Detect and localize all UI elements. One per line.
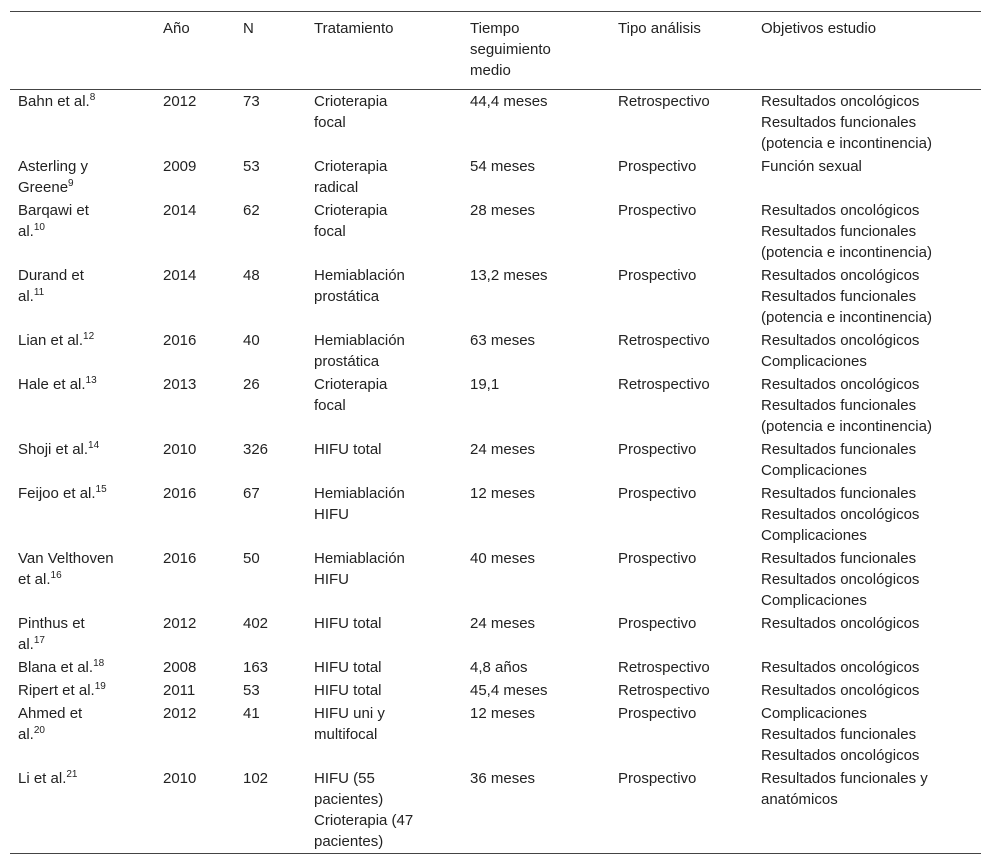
reference-number: 9 xyxy=(68,178,74,189)
author-line xyxy=(18,374,147,395)
cell-objectives xyxy=(753,547,981,612)
author-line xyxy=(18,177,147,198)
author-text: Durand et xyxy=(18,267,84,284)
author-line xyxy=(18,439,147,460)
cell-treatment xyxy=(306,612,462,656)
reference-number: 19 xyxy=(94,681,106,692)
reference-number: 8 xyxy=(89,92,96,103)
cell-treatment xyxy=(306,264,462,329)
cell-objectives xyxy=(753,90,981,156)
header-treatment: Tratamiento xyxy=(314,20,394,37)
cell-treatment xyxy=(306,679,462,702)
author-text: Blana et al. xyxy=(18,659,94,676)
treatment-line: Hemiablación xyxy=(314,267,405,284)
cell-n: 48 xyxy=(243,267,260,284)
cell-n: 73 xyxy=(243,93,260,110)
cell-objectives xyxy=(753,482,981,547)
author-text: Barqawi et xyxy=(18,202,89,219)
cell-follow-up-time: 24 meses xyxy=(470,441,536,458)
author-text: Ripert et al. xyxy=(18,682,95,699)
cell-follow-up-time: 13,2 meses xyxy=(470,267,548,284)
treatment-line: prostática xyxy=(314,288,380,305)
objective-line: Resultados funcionales xyxy=(761,288,917,305)
cell-objectives xyxy=(753,702,981,767)
objective-line: Resultados oncológicos xyxy=(761,202,920,219)
cell-n: 40 xyxy=(243,332,260,349)
treatment-line: HIFU xyxy=(314,506,349,523)
cell-follow-up-time: 63 meses xyxy=(470,332,536,349)
author-line xyxy=(18,91,147,112)
header-author xyxy=(10,12,155,90)
cell-analysis-type: Prospectivo xyxy=(618,441,697,458)
cell-author xyxy=(10,373,155,438)
author-line xyxy=(18,680,147,701)
reference-number: 21 xyxy=(66,769,78,780)
cell-n: 53 xyxy=(243,682,260,699)
treatment-line: Crioterapia xyxy=(314,202,388,219)
cell-n: 326 xyxy=(243,441,269,458)
objective-line: Resultados oncológicos xyxy=(761,267,920,284)
cell-follow-up-time: 12 meses xyxy=(470,485,536,502)
objective-line: (potencia e incontinencia) xyxy=(761,418,932,435)
objective-line: Resultados oncológicos xyxy=(761,659,920,676)
author-line xyxy=(18,483,147,504)
cell-follow-up-time: 45,4 meses xyxy=(470,682,548,699)
cell-n: 102 xyxy=(243,770,269,787)
author-line xyxy=(18,634,147,655)
reference-number: 12 xyxy=(83,331,95,342)
objective-line: Resultados funcionales xyxy=(761,726,917,743)
treatment-line: HIFU total xyxy=(314,615,382,632)
cell-treatment xyxy=(306,482,462,547)
treatment-line: pacientes) xyxy=(314,833,384,850)
objective-line: Resultados oncológicos xyxy=(761,93,920,110)
cell-analysis-type: Retrospectivo xyxy=(618,682,710,699)
author-line xyxy=(18,657,147,678)
header-analysis-type: Tipo análisis xyxy=(618,20,701,37)
cell-author xyxy=(10,656,155,679)
cell-author xyxy=(10,199,155,264)
header-line: Tiempo xyxy=(470,20,520,37)
author-text: Hale et al. xyxy=(18,376,86,393)
cell-analysis-type: Prospectivo xyxy=(618,705,697,722)
header-year: Año xyxy=(163,20,190,37)
objective-line: Resultados oncológicos xyxy=(761,506,920,523)
table-row xyxy=(10,90,981,156)
cell-author xyxy=(10,438,155,482)
reference-number: 13 xyxy=(85,375,97,386)
author-line xyxy=(18,286,147,307)
reference-number: 18 xyxy=(93,658,105,669)
treatment-line: HIFU total xyxy=(314,659,382,676)
cell-year: 2012 xyxy=(163,93,197,110)
author-text: Li et al. xyxy=(18,770,67,787)
cell-follow-up-time: 40 meses xyxy=(470,550,536,567)
cell-treatment xyxy=(306,155,462,199)
cell-year: 2013 xyxy=(163,376,197,393)
author-text: al. xyxy=(18,636,34,653)
cell-year: 2014 xyxy=(163,202,197,219)
table-row xyxy=(10,264,981,329)
treatment-line: multifocal xyxy=(314,726,378,743)
cell-follow-up-time: 4,8 años xyxy=(470,659,528,676)
treatment-line: prostática xyxy=(314,353,380,370)
cell-n: 163 xyxy=(243,659,269,676)
cell-author xyxy=(10,482,155,547)
objective-line: Resultados funcionales xyxy=(761,441,917,458)
objective-line: anatómicos xyxy=(761,791,838,808)
table-row xyxy=(10,767,981,854)
author-text: Shoji et al. xyxy=(18,441,89,458)
author-text: Feijoo et al. xyxy=(18,485,96,502)
cell-analysis-type: Retrospectivo xyxy=(618,332,710,349)
studies-table xyxy=(10,11,981,854)
objective-line: Resultados funcionales xyxy=(761,550,917,567)
author-text: al. xyxy=(18,223,34,240)
author-text: Greene xyxy=(18,179,69,196)
author-text: Ahmed et xyxy=(18,705,83,722)
objective-line: Resultados oncológicos xyxy=(761,332,920,349)
cell-analysis-type: Retrospectivo xyxy=(618,376,710,393)
cell-author xyxy=(10,702,155,767)
objective-line: Resultados oncológicos xyxy=(761,615,920,632)
cell-year: 2016 xyxy=(163,550,197,567)
treatment-line: Hemiablación xyxy=(314,485,405,502)
author-text: al. xyxy=(18,726,34,743)
cell-treatment xyxy=(306,438,462,482)
objective-line: Resultados oncológicos xyxy=(761,376,920,393)
reference-number: 14 xyxy=(88,440,100,451)
cell-analysis-type: Prospectivo xyxy=(618,485,697,502)
cell-treatment xyxy=(306,329,462,373)
cell-objectives xyxy=(753,264,981,329)
header-row xyxy=(10,12,981,90)
author-line xyxy=(18,569,147,590)
cell-n: 62 xyxy=(243,202,260,219)
cell-objectives xyxy=(753,199,981,264)
objective-line: (potencia e incontinencia) xyxy=(761,135,932,152)
objective-line: Complicaciones xyxy=(761,705,867,722)
treatment-line: focal xyxy=(314,397,346,414)
cell-author xyxy=(10,155,155,199)
cell-analysis-type: Prospectivo xyxy=(618,267,697,284)
cell-n: 53 xyxy=(243,158,260,175)
table-row xyxy=(10,199,981,264)
author-text: Bahn et al. xyxy=(18,93,90,110)
table-row xyxy=(10,155,981,199)
table-row xyxy=(10,612,981,656)
cell-objectives xyxy=(753,329,981,373)
author-text: et al. xyxy=(18,571,51,588)
table-row xyxy=(10,438,981,482)
cell-author xyxy=(10,264,155,329)
author-text: Pinthus et xyxy=(18,615,85,632)
objective-line: Resultados funcionales xyxy=(761,397,917,414)
author-line xyxy=(18,724,147,745)
cell-author xyxy=(10,679,155,702)
treatment-line: Crioterapia xyxy=(314,93,388,110)
cell-year: 2010 xyxy=(163,441,197,458)
cell-analysis-type: Retrospectivo xyxy=(618,93,710,110)
cell-author xyxy=(10,90,155,156)
cell-author xyxy=(10,612,155,656)
author-text: Lian et al. xyxy=(18,332,84,349)
header-n: N xyxy=(243,20,254,37)
treatment-line: HIFU uni y xyxy=(314,705,385,722)
cell-n: 41 xyxy=(243,705,260,722)
table-row xyxy=(10,702,981,767)
cell-treatment xyxy=(306,702,462,767)
cell-year: 2009 xyxy=(163,158,197,175)
author-text: al. xyxy=(18,288,34,305)
cell-follow-up-time: 24 meses xyxy=(470,615,536,632)
treatment-line: focal xyxy=(314,223,346,240)
cell-objectives xyxy=(753,656,981,679)
author-line xyxy=(18,221,147,242)
cell-n: 26 xyxy=(243,376,260,393)
objective-line: (potencia e incontinencia) xyxy=(761,244,932,261)
header-line: medio xyxy=(470,62,511,79)
cell-analysis-type: Prospectivo xyxy=(618,770,697,787)
header-line: seguimiento xyxy=(470,41,551,58)
cell-objectives xyxy=(753,679,981,702)
table-row xyxy=(10,656,981,679)
table-row xyxy=(10,482,981,547)
treatment-line: focal xyxy=(314,114,346,131)
treatment-line: Crioterapia (47 xyxy=(314,812,414,829)
table-row xyxy=(10,373,981,438)
author-text: Van Velthoven xyxy=(18,550,114,567)
treatment-line: Crioterapia xyxy=(314,158,388,175)
header-objectives: Objetivos estudio xyxy=(761,20,877,37)
cell-n: 402 xyxy=(243,615,269,632)
treatment-line: HIFU xyxy=(314,571,349,588)
cell-follow-up-time: 54 meses xyxy=(470,158,536,175)
cell-n: 67 xyxy=(243,485,260,502)
cell-treatment xyxy=(306,199,462,264)
author-text: Asterling y xyxy=(18,158,89,175)
cell-objectives xyxy=(753,767,981,854)
treatment-line: HIFU total xyxy=(314,682,382,699)
objective-line: (potencia e incontinencia) xyxy=(761,309,932,326)
cell-analysis-type: Prospectivo xyxy=(618,158,697,175)
cell-year: 2016 xyxy=(163,485,197,502)
cell-analysis-type: Prospectivo xyxy=(618,615,697,632)
cell-treatment xyxy=(306,656,462,679)
reference-number: 16 xyxy=(50,570,62,581)
treatment-line: Hemiablación xyxy=(314,550,405,567)
cell-follow-up-time: 36 meses xyxy=(470,770,536,787)
objective-line: Resultados oncológicos xyxy=(761,682,920,699)
cell-follow-up-time: 28 meses xyxy=(470,202,536,219)
objective-line: Complicaciones xyxy=(761,353,867,370)
reference-number: 11 xyxy=(33,287,45,298)
table-row xyxy=(10,679,981,702)
treatment-line: Hemiablación xyxy=(314,332,405,349)
cell-year: 2010 xyxy=(163,770,197,787)
cell-objectives xyxy=(753,438,981,482)
treatment-line: radical xyxy=(314,179,359,196)
objective-line: Resultados funcionales xyxy=(761,223,917,240)
treatment-line: HIFU (55 xyxy=(314,770,375,787)
cell-treatment xyxy=(306,547,462,612)
objective-line: Función sexual xyxy=(761,158,862,175)
cell-year: 2008 xyxy=(163,659,197,676)
treatment-line: HIFU total xyxy=(314,441,382,458)
author-line xyxy=(18,768,147,789)
cell-follow-up-time: 19,1 xyxy=(470,376,500,393)
cell-follow-up-time: 12 meses xyxy=(470,705,536,722)
cell-year: 2011 xyxy=(163,682,196,699)
author-line xyxy=(18,330,147,351)
objective-line: Complicaciones xyxy=(761,527,867,544)
cell-author xyxy=(10,767,155,854)
treatment-line: Crioterapia xyxy=(314,376,388,393)
cell-year: 2016 xyxy=(163,332,197,349)
cell-year: 2012 xyxy=(163,615,197,632)
reference-number: 15 xyxy=(95,484,107,495)
objective-line: Resultados funcionales xyxy=(761,114,917,131)
objective-line: Resultados funcionales y xyxy=(761,770,928,787)
cell-year: 2014 xyxy=(163,267,197,284)
reference-number: 20 xyxy=(33,725,45,736)
cell-treatment xyxy=(306,767,462,854)
objective-line: Resultados oncológicos xyxy=(761,747,920,764)
cell-n: 50 xyxy=(243,550,260,567)
header-follow-up-time xyxy=(462,12,610,90)
objective-line: Complicaciones xyxy=(761,462,867,479)
cell-treatment xyxy=(306,373,462,438)
cell-author xyxy=(10,329,155,373)
table-row xyxy=(10,547,981,612)
cell-objectives xyxy=(753,373,981,438)
cell-objectives xyxy=(753,155,981,199)
cell-analysis-type: Retrospectivo xyxy=(618,659,710,676)
cell-objectives xyxy=(753,612,981,656)
objective-line: Complicaciones xyxy=(761,592,867,609)
cell-analysis-type: Prospectivo xyxy=(618,202,697,219)
reference-number: 10 xyxy=(33,222,45,233)
table-row xyxy=(10,329,981,373)
cell-follow-up-time: 44,4 meses xyxy=(470,93,548,110)
cell-author xyxy=(10,547,155,612)
cell-treatment xyxy=(306,90,462,156)
objective-line: Resultados oncológicos xyxy=(761,571,920,588)
cell-analysis-type: Prospectivo xyxy=(618,550,697,567)
cell-year: 2012 xyxy=(163,705,197,722)
objective-line: Resultados funcionales xyxy=(761,485,917,502)
treatment-line: pacientes) xyxy=(314,791,384,808)
table-body xyxy=(10,90,981,854)
reference-number: 17 xyxy=(33,635,45,646)
